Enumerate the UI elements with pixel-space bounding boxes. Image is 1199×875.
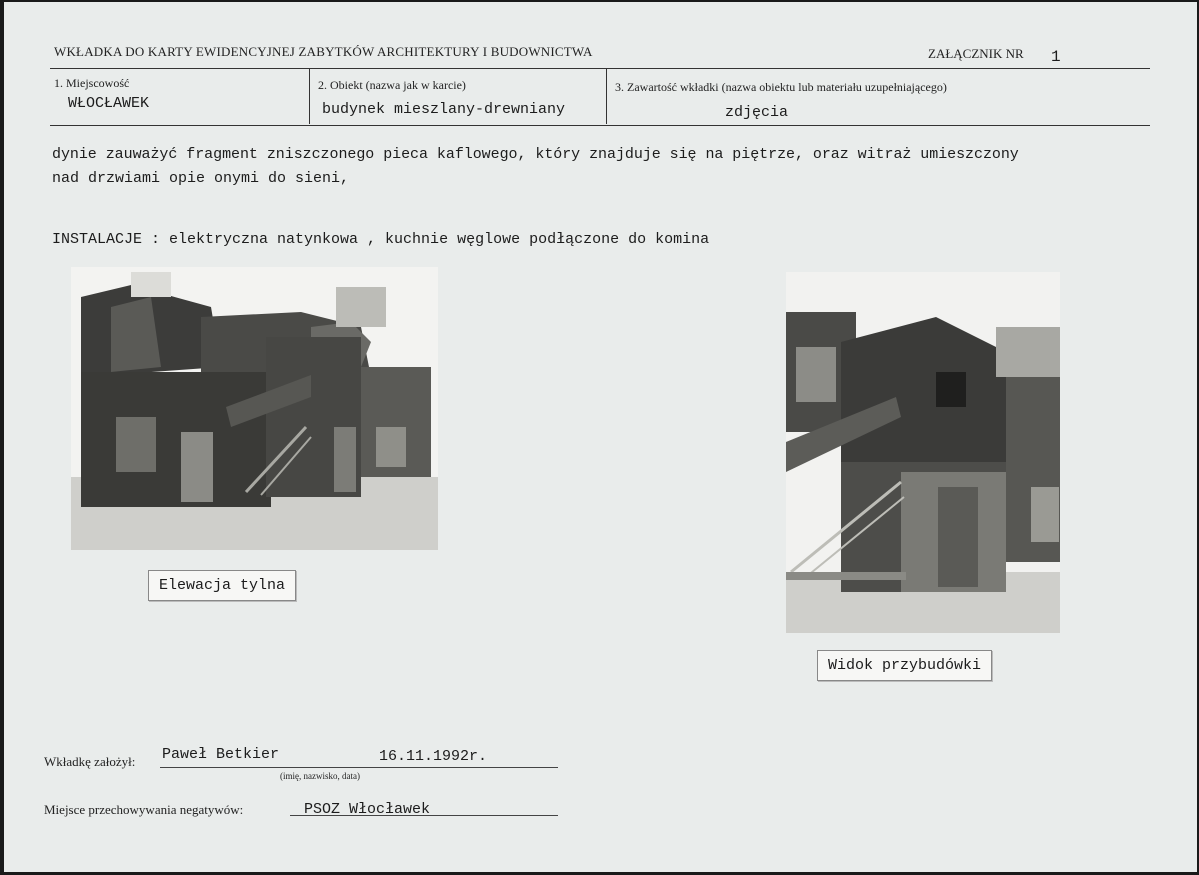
negatives-label: Miejsce przechowywania negatywów: [44, 802, 244, 817]
body-text-line-1: dynie zauważyć fragment zniszczonego pieca kaflowego, który znajduje się na piętrze, oraz witraż umieszczony [52, 146, 1019, 163]
author-name: Paweł Betkier [162, 746, 280, 763]
photo-rear-elevation [71, 267, 438, 550]
attachment-label: ZAŁĄCZNIK NR [928, 46, 1024, 61]
place-label: 1. Miejscowość [54, 76, 130, 90]
attachment-number: 1 [1051, 48, 1061, 66]
author-underline [160, 767, 558, 768]
header-bottom-rule [50, 125, 1150, 126]
author-label: Wkładkę założył: [44, 754, 136, 769]
contents-value: zdjęcia [725, 104, 789, 121]
negatives-underline [290, 815, 558, 816]
field-divider-1 [309, 68, 310, 124]
caption-rear-elevation: Elewacja tylna [148, 570, 296, 601]
body-text-line-2: nad drzwiami opie onymi do sieni, [52, 170, 350, 187]
author-hint: (imię, nazwisko, data) [280, 771, 360, 781]
header-top-rule [50, 68, 1150, 69]
caption-annex-view: Widok przybudówki [817, 650, 992, 681]
photo-annex-view [786, 272, 1060, 633]
field-divider-2 [606, 68, 607, 124]
form-title: WKŁADKA DO KARTY EWIDENCYJNEJ ZABYTKÓW ARCHITEKTURY I BUDOWNICTWA [54, 44, 593, 59]
record-sheet [4, 2, 1197, 872]
body-text-installations: INSTALACJE : elektryczna natynkowa , kuchnie węglowe podłączone do komina [52, 231, 710, 248]
negatives-value: PSOZ Włocławek [304, 801, 431, 818]
object-value: budynek mieszlany-drewniany [322, 101, 566, 118]
place-value: WŁOCŁAWEK [68, 95, 150, 112]
object-label: 2. Obiekt (nazwa jak w karcie) [318, 78, 466, 92]
author-date: 16.11.1992r. [379, 748, 488, 765]
contents-label: 3. Zawartość wkładki (nazwa obiektu lub materiału uzupełniającego) [615, 80, 947, 94]
